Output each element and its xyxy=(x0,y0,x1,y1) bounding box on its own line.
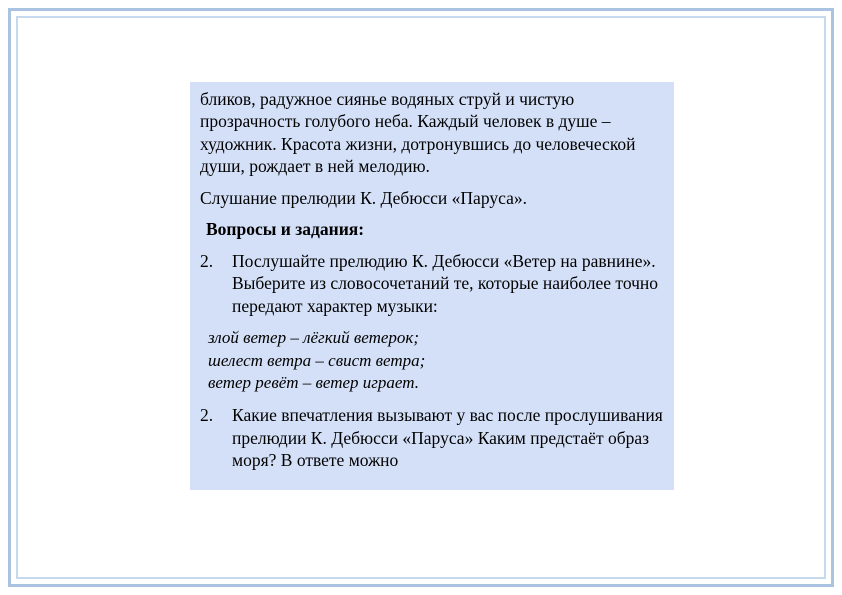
phrase-item-2: шелест ветра – свист ветра; xyxy=(208,350,426,370)
list-item-1 xyxy=(200,250,664,317)
list-item-2-number: 2. xyxy=(200,405,214,426)
phrase-item-3: ветер ревёт – ветер играет. xyxy=(208,373,419,392)
list-item-1-text: Послушайте прелюдию К. Дебюсси «Ветер на равнине». Выберите из словосочетаний те, которые наиболее точно передают характер музыки: xyxy=(232,250,659,316)
paragraph-intro: бликов, радужное сиянье водяных струй и чистую прозрачность голубого неба. Каждый человек в душе – художник. Красота жизни, дотронувшись до человеческой души, рождает в ней мелодию. xyxy=(200,89,636,177)
paragraph-listening: Слушание прелюдии К. Дебюсси «Паруса». xyxy=(200,187,527,208)
phrase-list xyxy=(200,327,664,394)
list-item-1-number: 2. xyxy=(200,250,214,271)
list-item-2-text: Какие впечатления вызывают у вас после прослушивания прелюдии К. Дебюсси «Паруса» Каким предстаёт образ моря? В ответе можно xyxy=(232,405,663,471)
text-content-block xyxy=(190,82,674,490)
section-heading-questions: Вопросы и задания: xyxy=(206,218,365,239)
list-item-2 xyxy=(200,404,664,471)
phrase-item-1: злой ветер – лёгкий ветерок; xyxy=(208,328,420,348)
